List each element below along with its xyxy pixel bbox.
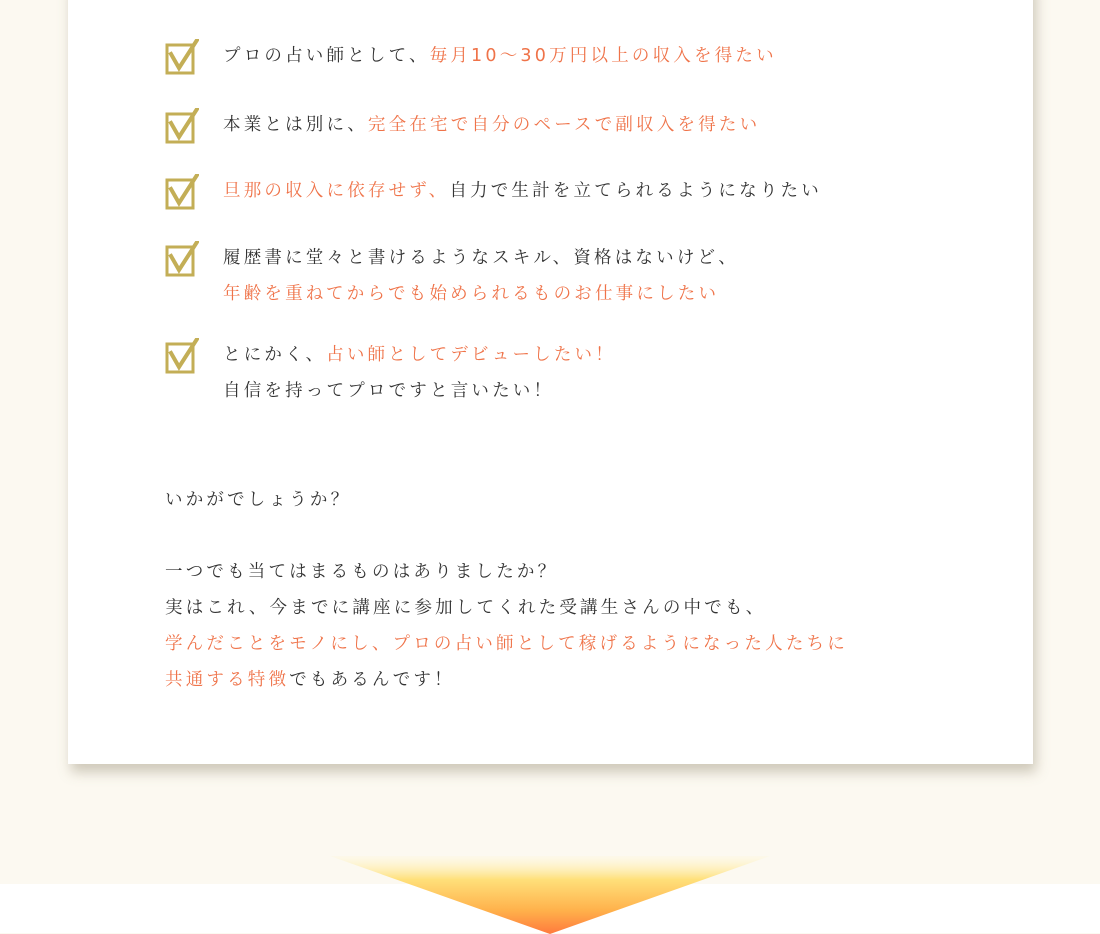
plain-text: とにかく、 <box>223 345 327 365</box>
checklist-line <box>223 173 822 209</box>
plain-text: 履歴書に堂々と書けるようなスキル、資格はないけど、 <box>223 248 739 268</box>
paragraph-line-highlight: 学んだことをモノにし、プロの占い師として稼げるようになった人たちに <box>165 634 848 654</box>
checklist-line <box>223 38 777 74</box>
checkbox-checked-icon <box>165 241 199 279</box>
checklist-item-text <box>223 173 822 209</box>
checkbox-checked-icon <box>165 338 199 376</box>
highlight-text: 完全在宅で自分のペースで副収入を得たい <box>367 115 761 135</box>
plain-text: 自力で生計を立てられるようになりたい <box>449 181 822 201</box>
highlight-text: 年齢を重ねてからでも始められるものお仕事にしたい <box>223 284 720 304</box>
plain-text: 自信を持ってプロですと言いたい！ <box>223 381 555 401</box>
checkbox-checked-icon <box>165 108 199 146</box>
checklist-line <box>223 337 616 373</box>
plain-text: 本業とは別に、 <box>223 115 368 135</box>
checklist-item-text <box>223 38 777 74</box>
paragraph-line: 実はこれ、今までに講座に参加してくれた受講生さんの中でも、 <box>165 598 767 618</box>
question-text: いかがでしょうか？ <box>165 490 352 510</box>
highlight-text: 占い師としてデビューしたい！ <box>326 345 616 365</box>
plain-text: プロの占い師として、 <box>223 46 430 66</box>
checklist-item-text <box>223 240 739 312</box>
down-arrow-icon <box>330 856 770 934</box>
checklist-line <box>223 107 760 143</box>
checklist-item-text <box>223 337 616 409</box>
checklist-line <box>223 373 616 409</box>
summary-paragraph <box>165 554 848 698</box>
checklist-item-text <box>223 107 760 143</box>
paragraph-line <box>165 662 848 698</box>
checklist-line <box>223 276 739 312</box>
checkbox-checked-icon <box>165 174 199 212</box>
checkbox-checked-icon <box>165 39 199 77</box>
paragraph-text: でもあるんです！ <box>289 670 455 690</box>
highlight-text: 旦那の収入に依存せず、 <box>223 181 450 201</box>
highlight-text: 共通する特徴 <box>165 670 290 690</box>
highlight-text: 毎月10〜30万円以上の収入を得たい <box>429 46 777 66</box>
checklist-line <box>223 240 739 276</box>
content-card <box>68 0 1033 764</box>
paragraph-line: 一つでも当てはまるものはありましたか？ <box>165 562 559 582</box>
